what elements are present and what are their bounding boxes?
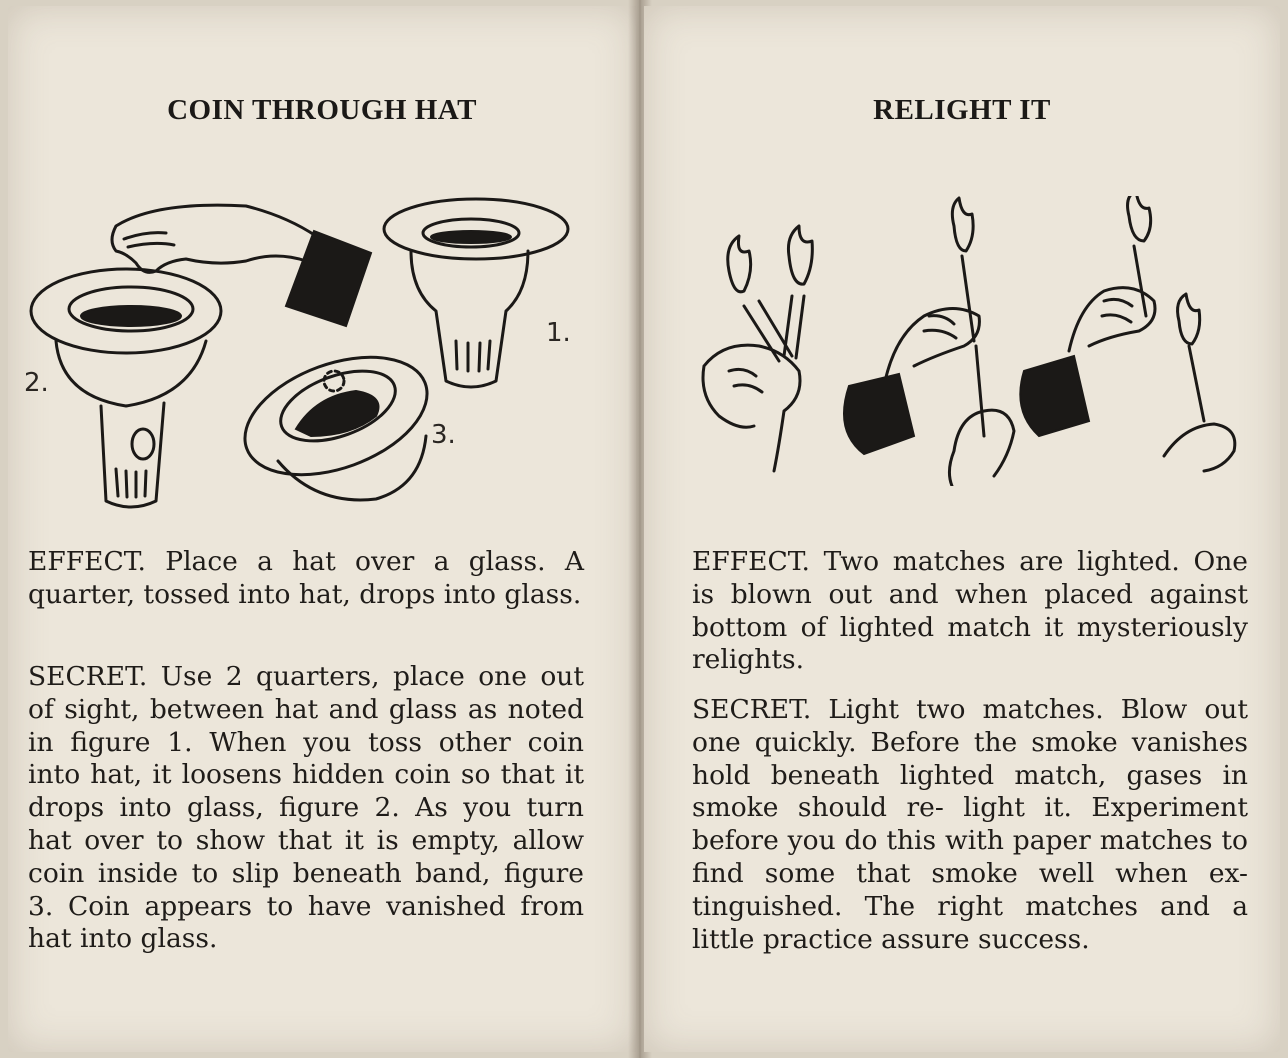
right-effect-paragraph: EFFECT. Two matches are lighted. One is blown out and when placed against bottom of lighted match it mysteriously relights.	[692, 546, 1248, 676]
left-page	[8, 6, 636, 1052]
figure-1-hat-on-glass	[384, 199, 568, 387]
relight-it-illustration	[684, 196, 1254, 486]
left-page-title: COIN THROUGH HAT	[167, 94, 477, 126]
left-secret-paragraph: SECRET. Use 2 quarters, place one out of sight, between hat and glass as noted in figure 1. When you toss other coin into hat, it loosens hidden coin so that it drops into glass, figure 2. As you turn hat over to show that it is empty, allow coin inside to slip beneath band, figure 3. Coin appears to have vanished from hat into glass.	[28, 661, 584, 955]
figure-1-label: 1.	[546, 318, 571, 348]
figure-2-label: 2.	[24, 368, 49, 398]
coin-through-hat-illustration	[16, 191, 596, 521]
panel-1-two-lighted-matches	[703, 226, 812, 471]
figure-2-hat-on-glass	[31, 269, 221, 507]
figure-3-tilted-hat	[229, 335, 443, 500]
panel-2-relighting-hands	[844, 198, 1014, 486]
right-secret-paragraph: SECRET. Light two matches. Blow out one quickly. Before the smoke vanishes hold beneath lighted match, gases in smoke should re- light it. Experiment before you do this with paper matches to find some that smoke well when ex- tinguished. The right matches and a little practice assure success.	[692, 694, 1248, 955]
left-effect-paragraph: EFFECT. Place a hat over a glass. A quarter, tossed into hat, drops into glass.	[28, 546, 584, 610]
figure-3-label: 3.	[431, 420, 456, 450]
panel-3-relit-match	[1020, 196, 1235, 471]
right-page-title: RELIGHT IT	[873, 94, 1051, 126]
right-page	[644, 6, 1280, 1052]
